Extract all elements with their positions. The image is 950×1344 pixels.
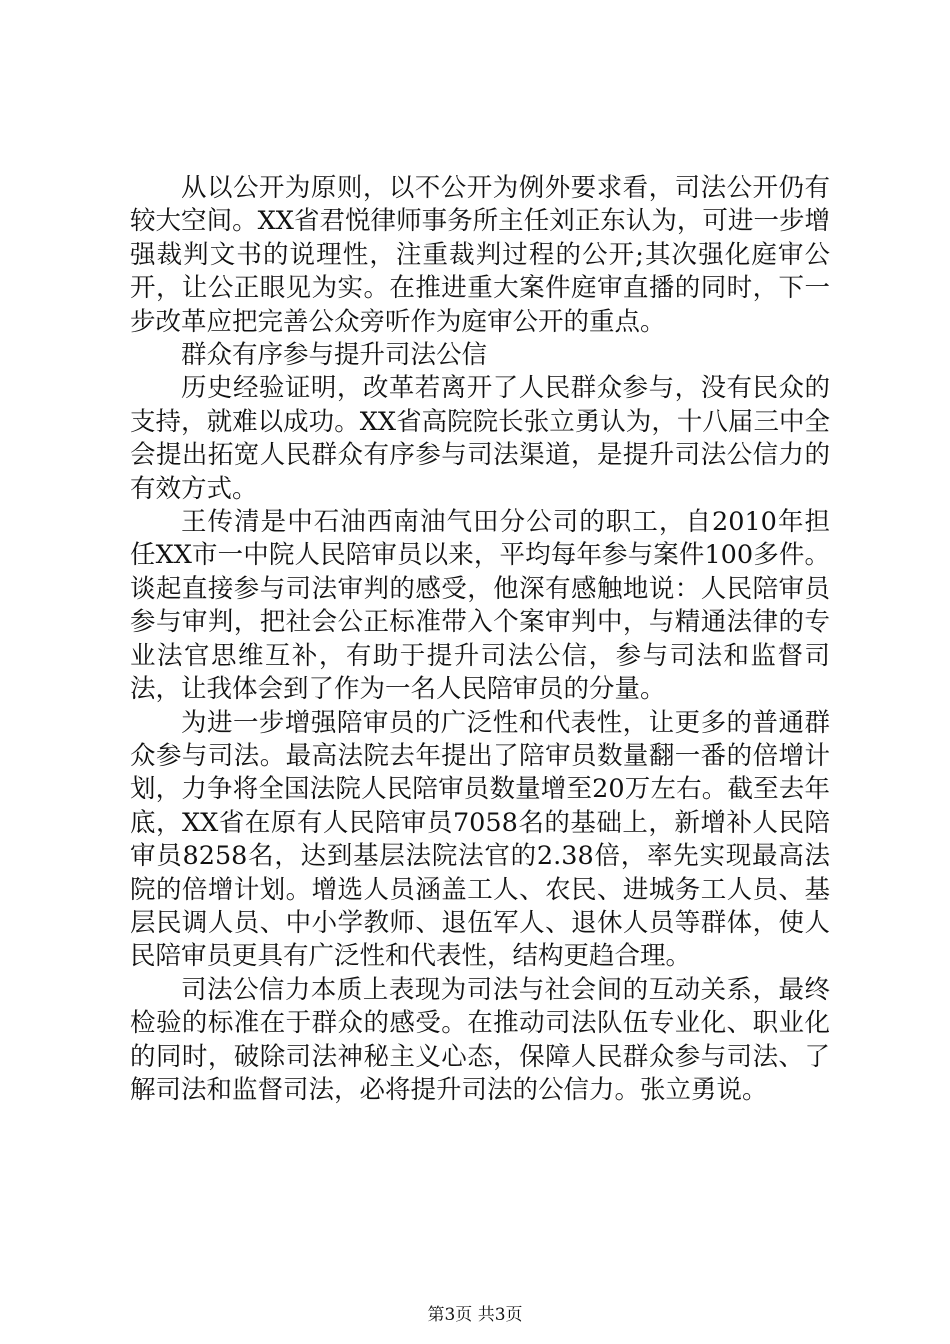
paragraph-judicial-openness: 从以公开为原则，以不公开为例外要求看，司法公开仍有较大空间。XX省君悦律师事务所主任刘正东认为，可进一步增强裁判文书的说理性，注重裁判过程的公开;其次强化庭审公开，让公正眼见为实。在推进重大案件庭审直播的同时，下一步改革应把完善公众旁听作为庭审公开的重点。 <box>130 173 830 337</box>
section-heading: 群众有序参与提升司法公信 <box>181 340 488 371</box>
paragraph-public-participation: 历史经验证明，改革若离开了人民群众参与，没有民众的支持，就难以成功。XX省高院院长张立勇认为，十八届三中全会提出拓宽人民群众有序参与司法渠道，是提升司法公信力的有效方式。 <box>130 373 830 504</box>
page-number-footer: 第3页 共3页 <box>427 1305 523 1325</box>
paragraph-juror-example: 王传清是中石油西南油气田分公司的职工，自2010年担任XX市一中院人民陪审员以来，平均每年参与案件100多件。谈起直接参与司法审判的感受，他深有感触地说：人民陪审员参与审判，把社会公正标准带入个案审判中，与精通法律的专业法官思维互补，有助于提升司法公信，参与司法和监督司法，让我体会到了作为一名人民陪审员的分量。 <box>130 507 830 705</box>
paragraph-conclusion: 司法公信力本质上表现为司法与社会间的互动关系，最终检验的标准在于群众的感受。在推动司法队伍专业化、职业化的同时，破除司法神秘主义心态，保障人民群众参与司法、了解司法和监督司法，必将提升司法的公信力。张立勇说。 <box>130 974 830 1105</box>
paragraph-juror-plan: 为进一步增强陪审员的广泛性和代表性，让更多的普通群众参与司法。最高法院去年提出了陪审员数量翻一番的倍增计划，力争将全国法院人民陪审员数量增至20万左右。截至去年底，XX省在原有人民陪审员7058名的基础上，新增补人民陪审员8258名，达到基层法院法官的2.38倍，率先实现最高法院的倍增计划。增选人员涵盖工人、农民、进城务工人员、基层民调人员、中小学教师、退伍军人、退休人员等群体，使人民陪审员更具有广泛性和代表性，结构更趋合理。 <box>130 707 830 972</box>
document-body <box>130 172 830 1107</box>
